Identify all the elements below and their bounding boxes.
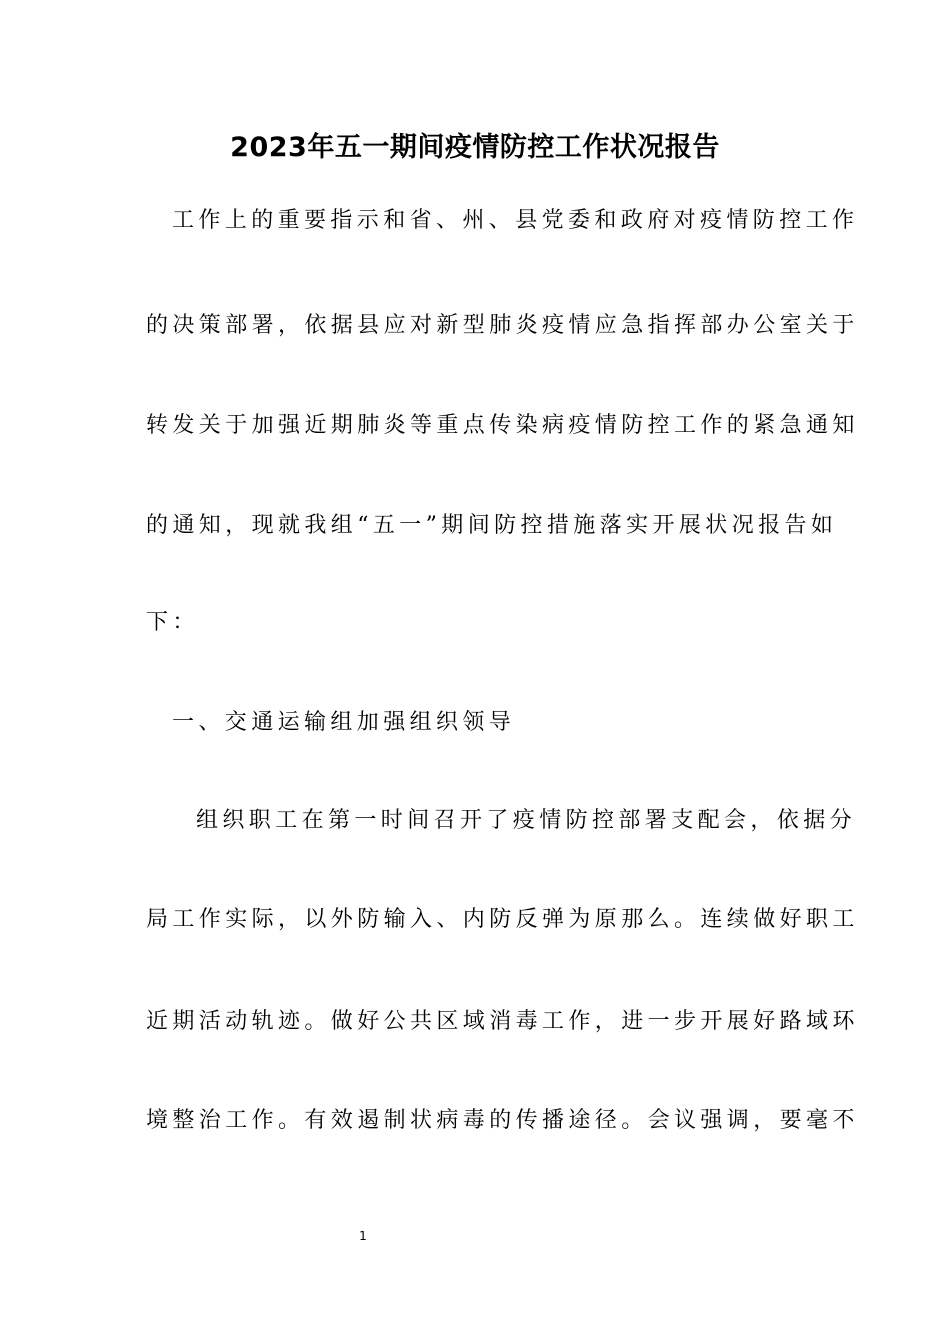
paragraph-line: 转发关于加强近期肺炎等重点传染病疫情防控工作的紧急通知 — [146, 413, 859, 438]
paragraph-line: 局工作实际，以外防输入、内防反弹为原那么。连续做好职工 — [146, 907, 859, 932]
paragraph-line: 的决策部署，依据县应对新型肺炎疫情应急指挥部办公室关于 — [146, 313, 859, 338]
paragraph-line: 工作上的重要指示和省、州、县党委和政府对疫情防控工作 — [172, 208, 859, 233]
document-title: 2023年五一期间疫情防控工作状况报告 — [230, 132, 720, 163]
paragraph-line: 下： — [146, 610, 199, 635]
paragraph-line: 境整治工作。有效遏制状病毒的传播途径。会议强调，要毫不 — [146, 1108, 859, 1133]
section-heading: 一、交通运输组加强组织领导 — [172, 710, 516, 735]
paragraph-line: 近期活动轨迹。做好公共区域消毒工作，进一步开展好路域环 — [146, 1009, 859, 1034]
paragraph-line: 组织职工在第一时间召开了疫情防控部署支配会，依据分 — [196, 808, 857, 833]
paragraph-line: 的通知，现就我组“五一”期间防控措施落实开展状况报告如 — [146, 513, 838, 538]
page-number: 1 — [359, 1229, 367, 1243]
